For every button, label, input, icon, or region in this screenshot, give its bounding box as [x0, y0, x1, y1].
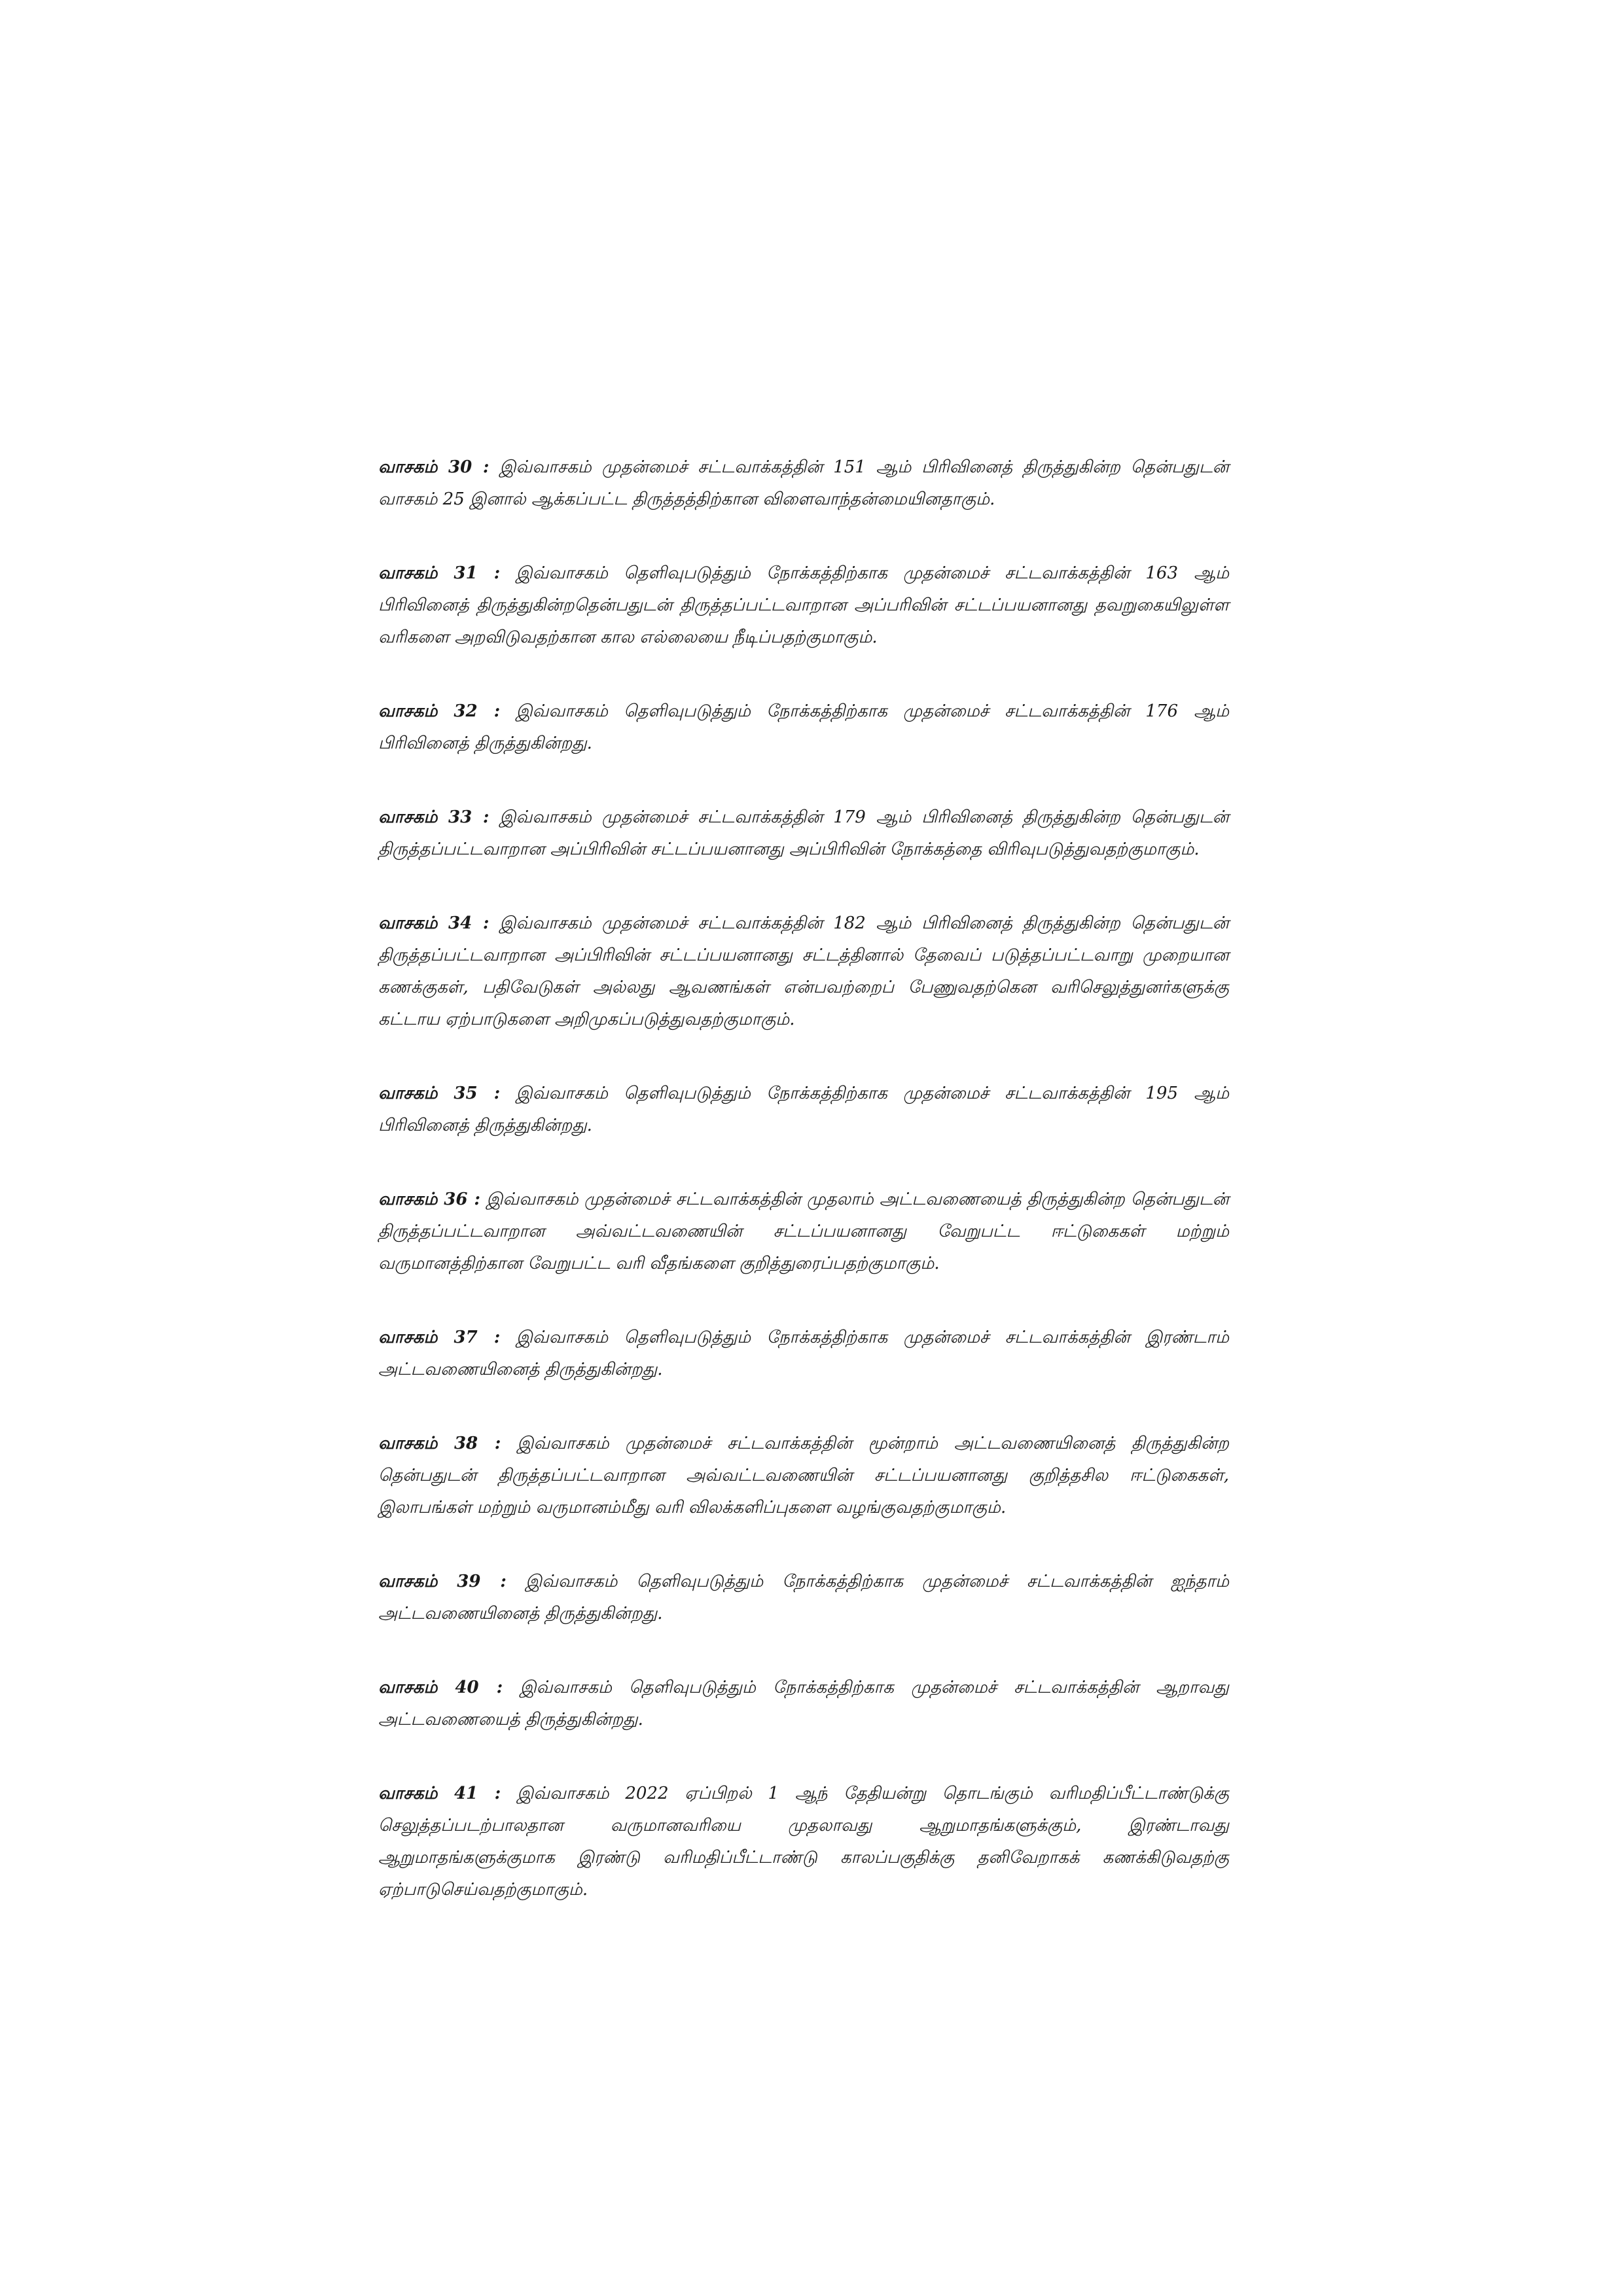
clause-39	[378, 1566, 1229, 1630]
clause-label: வாசகம் 36 :	[378, 1190, 480, 1209]
clause-label: வாசகம் 34 :	[378, 913, 490, 933]
clause-41	[378, 1778, 1229, 1906]
clause-label: வாசகம் 30 :	[378, 457, 490, 477]
clauses-list	[378, 451, 1229, 1948]
clause-label: வாசகம் 32 :	[378, 701, 501, 721]
clause-36	[378, 1184, 1229, 1280]
clause-text: இவ்வாசகம் முதன்மைச் சட்டவாக்கத்தின் 151 ஆம் பிரிவினைத் திருத்துகின்ற தென்பதுடன் வாசகம் 25 இனால் ஆக்கப்பட்ட திருத்தத்திற்கான விளைவாந்தன்மையினதாகும்.	[378, 457, 1229, 509]
clause-label: வாசகம் 31 :	[378, 563, 501, 583]
clause-31	[378, 557, 1229, 654]
clause-text: இவ்வாசகம் முதன்மைச் சட்டவாக்கத்தின் முதலாம் அட்டவணையைத் திருத்துகின்ற தென்பதுடன் திருத்தப்பட்டவாறான அவ்வட்டவணையின் சட்டப்பயனானது வேறுபட்ட ஈட்டுகைகள் மற்றும் வருமானத்திற்கான வேறுபட்ட வரி வீதங்களை குறித்துரைப்பதற்குமாகும்.	[378, 1190, 1230, 1273]
clause-label: வாசகம் 35 :	[378, 1084, 501, 1103]
clause-label: வாசகம் 37 :	[378, 1328, 501, 1347]
clause-text: இவ்வாசகம் 2022 ஏப்பிறல் 1 ஆந் தேதியன்று தொடங்கும் வரிமதிப்பீட்டாண்டுக்கு செலுத்தப்படற்பாலதான வருமானவரியை முதலாவது ஆறுமாதங்களுக்கும், இரண்டாவது ஆறுமாதங்களுக்குமாக இரண்டு வரிமதிப்பீட்டாண்டு காலப்பகுதிக்கு தனிவேறாகக் கணக்கிடுவதற்கு ஏற்பாடுசெய்வதற்குமாகும்.	[378, 1784, 1229, 1899]
clause-34	[378, 908, 1229, 1036]
clause-38	[378, 1428, 1229, 1524]
clause-label: வாசகம் 41 :	[378, 1784, 501, 1803]
clause-text: இவ்வாசகம் முதன்மைச் சட்டவாக்கத்தின் 179 ஆம் பிரிவினைத் திருத்துகின்ற தென்பதுடன் திருத்தப்பட்டவாறான அப்பிரிவின் சட்டப்பயனானது அப்பிரிவின் நோக்கத்தை விரிவுபடுத்துவதற்குமாகும்.	[378, 807, 1229, 859]
clause-text: இவ்வாசகம் தெளிவுபடுத்தும் நோக்கத்திற்காக முதன்மைச் சட்டவாக்கத்தின் 163 ஆம் பிரிவினைத் திருத்துகின்றதென்பதுடன் திருத்தப்பட்டவாறான அப்பரிவின் சட்டப்பயனானது தவறுகையிலுள்ள வரிகளை அறவிடுவதற்கான கால எல்லையை நீடிப்பதற்குமாகும்.	[378, 563, 1229, 647]
clause-label: வாசகம் 39 :	[378, 1572, 507, 1591]
clause-text: இவ்வாசகம் தெளிவுபடுத்தும் நோக்கத்திற்காக முதன்மைச் சட்டவாக்கத்தின் இரண்டாம் அட்டவணையினைத் திருத்துகின்றது.	[378, 1328, 1229, 1379]
clause-text: இவ்வாசகம் முதன்மைச் சட்டவாக்கத்தின் மூன்றாம் அட்டவணையினைத் திருத்துகின்ற தென்பதுடன் திருத்தப்பட்டவாறான அவ்வட்டவணையின் சட்டப்பயனானது குறித்தசில ஈட்டுகைகள், இலாபங்கள் மற்றும் வருமானம்மீது வரி விலக்களிப்புகளை வழங்குவதற்குமாகும்.	[378, 1434, 1230, 1517]
clause-37	[378, 1322, 1229, 1386]
clause-33	[378, 802, 1229, 866]
clause-text: இவ்வாசகம் தெளிவுபடுத்தும் நோக்கத்திற்காக முதன்மைச் சட்டவாக்கத்தின் ஐந்தாம் அட்டவணையினைத் திருத்துகின்றது.	[378, 1572, 1229, 1623]
clause-32	[378, 696, 1229, 760]
clause-text: இவ்வாசகம் தெளிவுபடுத்தும் நோக்கத்திற்காக முதன்மைச் சட்டவாக்கத்தின் ஆறாவது அட்டவணையைத் திருத்துகின்றது.	[378, 1678, 1229, 1729]
clause-30	[378, 451, 1229, 516]
clause-label: வாசகம் 40 :	[378, 1678, 503, 1697]
clause-label: வாசகம் 38 :	[378, 1434, 501, 1453]
clause-35	[378, 1078, 1229, 1142]
clause-label: வாசகம் 33 :	[378, 807, 490, 827]
clause-40	[378, 1672, 1229, 1736]
clause-text: இவ்வாசகம் முதன்மைச் சட்டவாக்கத்தின் 182 ஆம் பிரிவினைத் திருத்துகின்ற தென்பதுடன் திருத்தப்பட்டவாறான அப்பிரிவின் சட்டப்பயனானது சட்டத்தினால் தேவைப் படுத்தப்பட்டவாறு முறையான கணக்குகள், பதிவேடுகள் அல்லது ஆவணங்கள் என்பவற்றைப் பேணுவதற்கென வரிசெலுத்துனர்களுக்கு கட்டாய ஏற்பாடுகளை அறிமுகப்படுத்துவதற்குமாகும்.	[378, 913, 1229, 1029]
clause-text: இவ்வாசகம் தெளிவுபடுத்தும் நோக்கத்திற்காக முதன்மைச் சட்டவாக்கத்தின் 176 ஆம் பிரிவினைத் திருத்துகின்றது.	[378, 701, 1229, 753]
clause-text: இவ்வாசகம் தெளிவுபடுத்தும் நோக்கத்திற்காக முதன்மைச் சட்டவாக்கத்தின் 195 ஆம் பிரிவினைத் திருத்துகின்றது.	[378, 1084, 1229, 1135]
